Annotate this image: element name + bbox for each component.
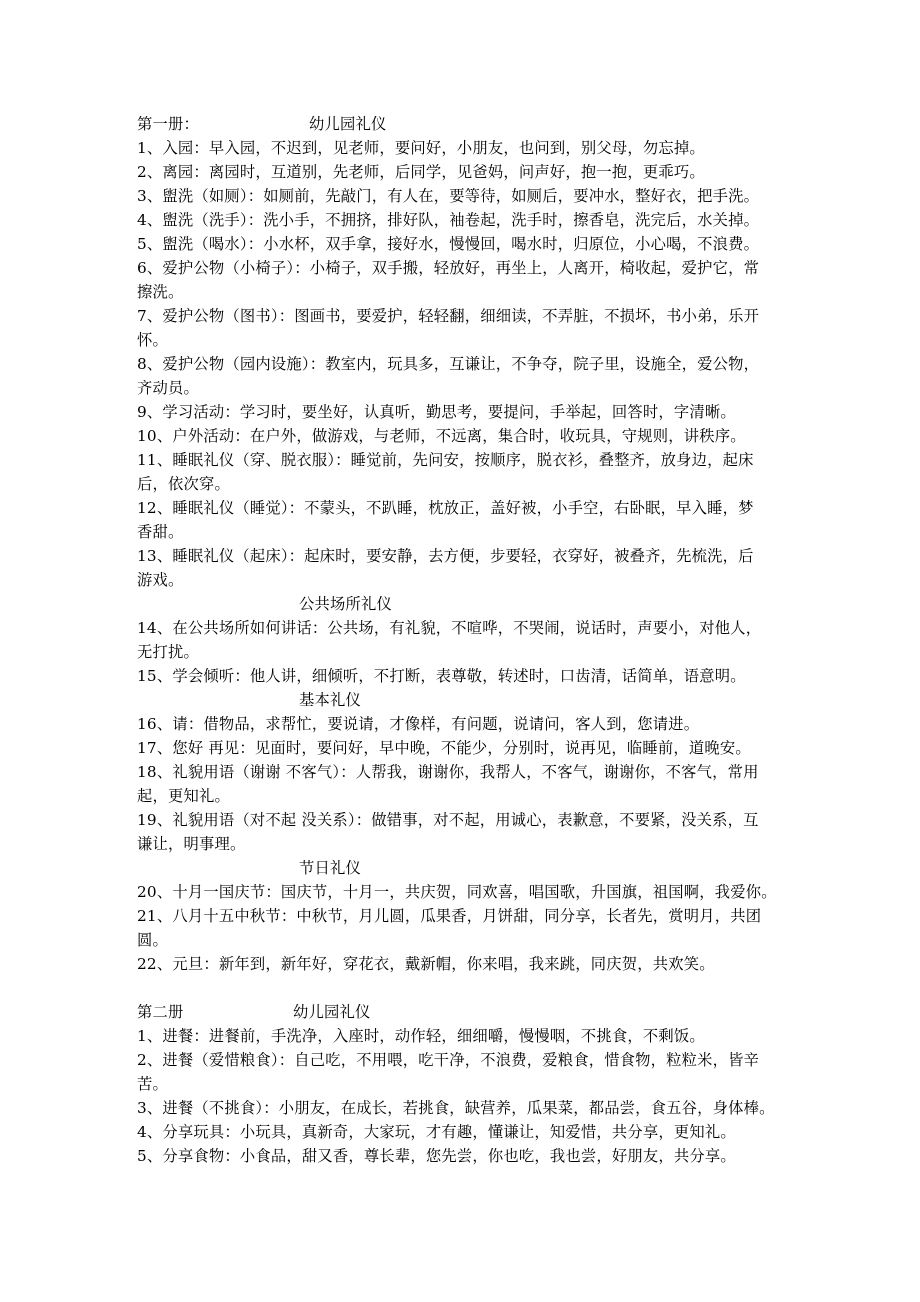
text-line: 起，更知礼。	[137, 787, 230, 805]
book2-title: 幼儿园礼仪	[293, 1003, 371, 1021]
text-line: 3、盥洗（如厕）：如厕前，先敲门，有人在，要等待，如厕后，要冲水，整好衣，把手洗。	[137, 187, 760, 205]
text-line: 22、元旦：新年到，新年好，穿花衣，戴新帽，你来唱，我来跳，同庆贺，共欢笑。	[137, 955, 715, 973]
text-line: 圆。	[137, 931, 168, 949]
text-line: 1、进餐：进餐前，手洗净，入座时，动作轻，细细嚼，慢慢咽，不挑食，不剩饭。	[137, 1027, 705, 1045]
text-line: 13、睡眠礼仪（起床）：起床时，要安静，去方便，步要轻，衣穿好，被叠齐，先梳洗，后	[137, 547, 754, 565]
festival-heading: 节日礼仪	[299, 859, 361, 877]
document-body	[137, 112, 787, 1168]
text-line: 2、进餐（爱惜粮食）：自己吃，不用喂，吃干净，不浪费，爱粮食，惜食物，粒粒米，皆辛	[137, 1051, 760, 1069]
basic-heading: 基本礼仪	[299, 691, 361, 709]
text-line: 19、礼貌用语（对不起 没关系）：做错事，对不起，用诚心，表歉意，不要紧，没关系，互	[137, 811, 759, 829]
text-line: 12、睡眠礼仪（睡觉）：不蒙头，不趴睡，枕放正，盖好被，小手空，右卧眠，早入睡，梦	[137, 499, 754, 517]
section-spacer	[137, 976, 787, 1000]
text-line: 16、请：借物品，求帮忙，要说请，才像样，有问题，说请问，客人到，您请进。	[137, 715, 700, 733]
text-line: 20、十月一国庆节：国庆节，十月一，共庆贺，同欢喜，唱国歌，升国旗，祖国啊，我爱你。	[137, 883, 777, 901]
public-section	[137, 616, 787, 688]
basic-section	[137, 712, 787, 856]
text-line: 8、爱护公物（园内设施）：教室内，玩具多，互谦让，不争夺，院子里，设施全，爱公物，	[137, 355, 760, 373]
text-line: 4、盥洗（洗手）：洗小手，不拥挤，排好队，袖卷起，洗手时，擦香皂，洗完后，水关掉。	[137, 211, 760, 229]
public-heading: 公共场所礼仪	[299, 595, 392, 613]
text-line: 18、礼貌用语（谢谢 不客气）：人帮我，谢谢你，我帮人，不客气，谢谢你，不客气，常用	[137, 763, 759, 781]
text-line: 1、入园：早入园，不迟到，见老师，要问好，小朋友，也问到，别父母，勿忘掉。	[137, 139, 705, 157]
book1-title: 幼儿园礼仪	[309, 115, 387, 133]
festival-section	[137, 880, 787, 976]
text-line: 15、学会倾听：他人讲，细倾听，不打断，表尊敬，转述时，口齿清，话简单，语意明。	[137, 667, 746, 685]
book1-header	[137, 112, 787, 136]
text-line: 3、进餐（不挑食）：小朋友，在成长，若挑食，缺营养，瓜果菜，都品尝，食五谷，身体棒。	[137, 1099, 775, 1117]
text-line: 香甜。	[137, 523, 184, 541]
text-line: 苦。	[137, 1075, 168, 1093]
text-line: 5、盥洗（喝水）：小水杯，双手拿，接好水，慢慢回，喝水时，归原位，小心喝，不浪费。	[137, 235, 760, 253]
book1-label: 第一册：	[137, 115, 199, 133]
book2-header	[137, 1000, 787, 1024]
text-line: 5、分享食物：小食品，甜又香，尊长辈，您先尝，你也吃，我也尝，好朋友，共分享。	[137, 1147, 736, 1165]
book2-label: 第二册	[137, 1003, 184, 1021]
text-line: 9、学习活动：学习时，要坐好，认真听，勤思考，要提问，手举起，回答时，字清晰。	[137, 403, 736, 421]
text-line: 10、户外活动：在户外，做游戏，与老师，不远离，集合时，收玩具，守规则，讲秩序。	[137, 427, 746, 445]
book1-section	[137, 136, 787, 592]
text-line: 6、爱护公物（小椅子）：小椅子，双手搬，轻放好，再坐上，人离开，椅收起，爱护它，常	[137, 259, 760, 277]
text-line: 4、分享玩具：小玩具，真新奇，大家玩，才有趣，懂谦让，知爱惜，共分享，更知礼。	[137, 1123, 736, 1141]
text-line: 齐动员。	[137, 379, 199, 397]
text-line: 2、离园：离园时，互道别，先老师，后同学，见爸妈，问声好，抱一抱，更乖巧。	[137, 163, 705, 181]
text-line: 谦让，明事理。	[137, 835, 246, 853]
text-line: 7、爱护公物（图书）：图画书，要爱护，轻轻翻，细细读，不弄脏，不损坏，书小弟，乐开	[137, 307, 760, 325]
text-line: 擦洗。	[137, 283, 184, 301]
text-line: 游戏。	[137, 571, 184, 589]
text-line: 11、睡眠礼仪（穿、脱衣服）：睡觉前，先问安，按顺序，脱衣衫，叠整齐，放身边，起床	[137, 451, 754, 469]
text-line: 21、八月十五中秋节：中秋节，月儿圆，瓜果香，月饼甜，同分享，长者先，赏明月，共团	[137, 907, 762, 925]
text-line: 后，依次穿。	[137, 475, 230, 493]
text-line: 无打扰。	[137, 643, 199, 661]
text-line: 怀。	[137, 331, 168, 349]
book2-section	[137, 1024, 787, 1168]
text-line: 17、您好 再见：见面时，要问好，早中晚，不能少，分别时，说再见，临睡前，道晚安。	[137, 739, 751, 757]
text-line: 14、在公共场所如何讲话：公共场，有礼貌，不喧哗，不哭闹，说话时，声要小，对他人，	[137, 619, 762, 637]
